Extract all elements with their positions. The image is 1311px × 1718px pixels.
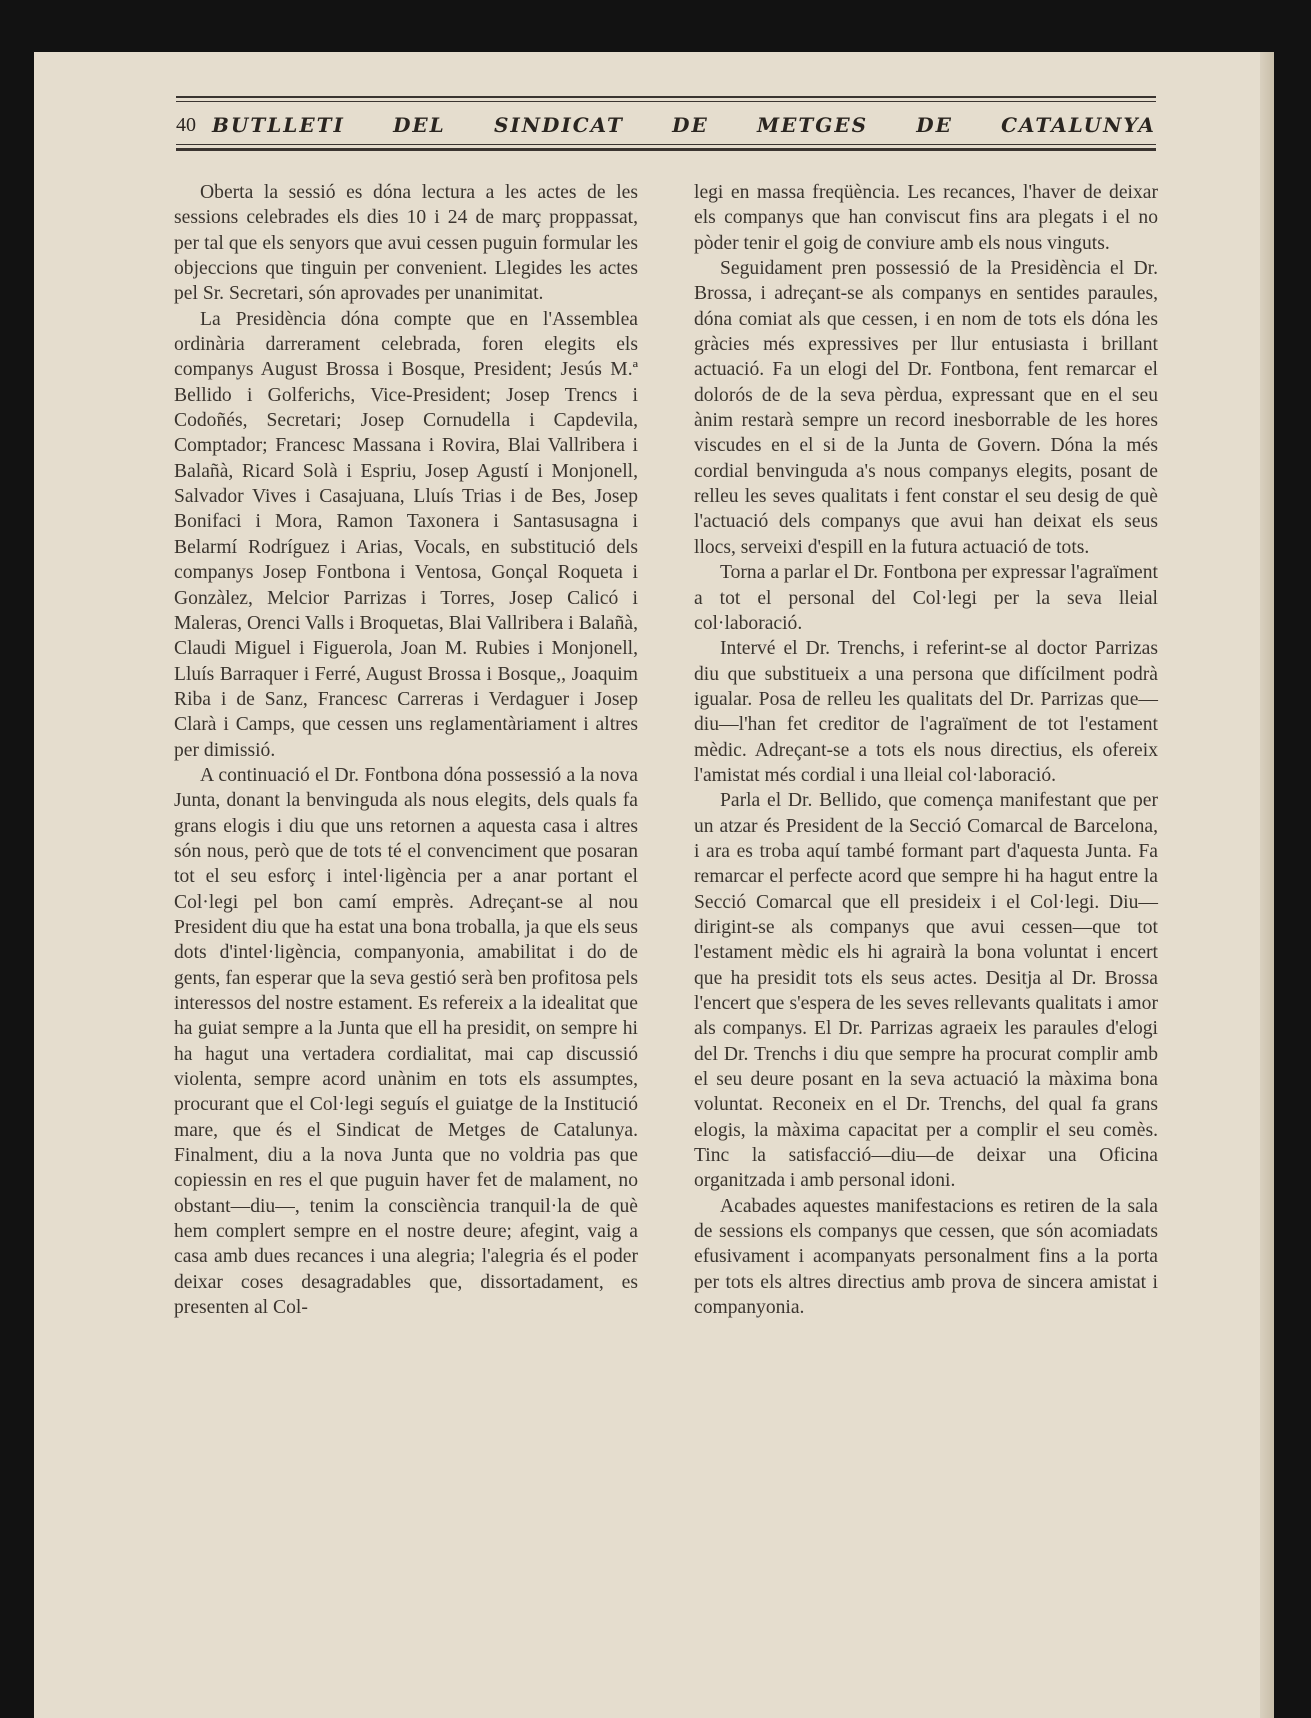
- right-column: [694, 180, 1158, 1320]
- paragraph: A continuació el Dr. Fontbona dóna possessió a la nova Junta, donant la benvinguda als nous elegits, dels quals fa grans elogis i diu que uns retornen a aquesta casa i altres són nous, però que de tots té el convenciment que posaran tot el seu esforç i intel·ligència per a anar portant el Col·legi pel bon camí emprès. Adreçant-se al nou President diu que ha estat una bona troballa, ja que els seus dots d'intel·ligència, companyonia, amabilitat i do de gents, fan esperar que la seva gestió serà ben profitosa pels interessos del nostre estament. Es refereix a la idealitat que ha guiat sempre a la Junta que ell ha presidit, on sempre hi ha hagut una vertadera cordialitat, mai cap discussió violenta, sempre acord unànim en tots els assumptes, procurant que el Col·legi seguís el guiatge de la Institució mare, que és el Sindicat de Metges de Catalunya. Finalment, diu a la nova Junta que no voldria pas que copiessin en res el que puguin haver fet de malament, no obstant—diu—, tenim la consciència tranquil·la de què hem complert sempre en el nostre deure; afegint, vaig a casa amb dues recances i una alegria; l'alegria és el poder deixar coses desagradables que, dissortadament, es presenten al Col-: [174, 764, 638, 1319]
- paragraph: Acabades aquestes manifestacions es retiren de la sala de sessions els companys que cessen, que són acomiadats efusivament i acompanyats personalment fins a la porta per tots els altres directius amb prova de sincera amistat i companyonia.: [694, 1195, 1158, 1319]
- header-top-rule: [176, 96, 1156, 98]
- running-title-word: DE: [916, 113, 953, 137]
- paragraph: Oberta la sessió es dóna lectura a les actes de les sessions celebrades els dies 10 i 24 de març proppassat, per tal que els senyors que avui cessen puguin formular les objeccions que tinguin per convenient. Llegides les actes pel Sr. Secretari, són aprovades per unanimitat.: [174, 182, 638, 305]
- paragraph: Torna a parlar el Dr. Fontbona per expressar l'agraïment a tot el personal del Col·legi per la seva lleial col·laboració.: [694, 562, 1158, 634]
- paragraph-continuation: legi en massa freqüència. Les recances, l'haver de deixar els companys que han conviscut fins ara plegats i el no pòder tenir el goig de conviure amb els nous vinguts.: [694, 182, 1158, 254]
- header-top-rule-thin: [176, 101, 1156, 102]
- paragraph: Intervé el Dr. Trenchs, i referint-se al doctor Parrizas diu que substitueix a una persona que difícilment podrà igualar. Posa de relleu les qualitats del Dr. Parrizas que—diu—l'han fet creditor de l'agraïment de tot l'estament mèdic. Adreçant-se a tots els nous directius, els ofereix l'amistat més cordial i una lleial col·laboració.: [694, 638, 1158, 786]
- running-title-word: BUTLLETI: [212, 113, 345, 137]
- header-bottom-rule: [176, 148, 1156, 151]
- header-bottom-rule-thin: [176, 144, 1156, 145]
- left-column: [174, 180, 638, 1320]
- page-spine-shadow: [1260, 52, 1274, 1718]
- running-title-word: CATALUNYA: [1001, 113, 1156, 137]
- running-title-word: DE: [672, 113, 709, 137]
- page-number: 40: [176, 113, 196, 136]
- paragraph: Parla el Dr. Bellido, que comença manifestant que per un atzar és President de la Secció Comarcal de Barcelona, i ara es troba aquí també formant part d'aquesta Junta. Fa remarcar el perfecte acord que sempre hi ha hagut entre la Secció Comarcal que ell presideix i el Col·legi. Diu—dirigint-se als companys que avui cessen—que tot l'estament mèdic els hi agrairà la bona voluntat i encert que ha presidit tots els seus actes. Desitja al Dr. Brossa l'encert que s'espera de les seves rellevants qualitats i amor als companys. El Dr. Parrizas agraeix les paraules d'elogi del Dr. Trenchs i diu que sempre ha procurat complir amb el seu deure posant en la seva actuació la màxima bona voluntat. Reconeix en el Dr. Trenchs, del qual fa grans elogis, la màxima capacitat per a complir el seu comès. Tinc la satisfacció—diu—de deixar una Oficina organitzada i amb personal idoni.: [694, 790, 1158, 1192]
- running-title-word: SINDICAT: [493, 113, 624, 137]
- running-title-word: METGES: [756, 113, 869, 137]
- paragraph: Seguidament pren possessió de la Presidència el Dr. Brossa, i adreçant-se als companys en sentides paraules, dóna comiat als que cessen, i en nom de tots els dóna les gràcies més expressives per llur entusiasta i brillant actuació. Fa un elogi del Dr. Fontbona, fent remarcar el dolorós de de la seva pèrdua, expressant que en el seu ànim restarà sempre un record inesborrable de les hores viscudes en el si de la Junta de Govern. Dóna la més cordial benvinguda a's nous companys elegits, posant de relleu les seves qualitats i fent constar el seu desig de què l'actuació dels companys que avui han deixat els seus llocs, serveixi d'espill en la futura actuació de tots.: [694, 258, 1158, 558]
- header-line: [176, 110, 1156, 140]
- paragraph: La Presidència dóna compte que en l'Assemblea ordinària darrerament celebrada, foren elegits els companys August Brossa i Bosque, President; Jesús M.ª Bellido i Golferichs, Vice-President; Josep Trencs i Codoñés, Secretari; Josep Cornudella i Capdevila, Comptador; Francesc Massana i Rovira, Blai Vallribera i Balañà, Ricard Solà i Espriu, Josep Agustí i Monjonell, Salvador Vives i Casajuana, Lluís Trias i de Bes, Josep Bonifaci i Mora, Ramon Taxonera i Santasusagna i Belarmí Rodríguez i Arias, Vocals, en substitució dels companys Josep Fontbona i Ventosa, Gonçal Roqueta i Gonzàlez, Melcior Parrizas i Torres, Josep Calicó i Maleras, Orenci Valls i Broquetas, Blai Vallribera i Balañà, Claudi Miguel i Figuerola, Joan M. Rubies i Monjonell, Lluís Barraquer i Ferré, August Brossa i Bosque,, Joaquim Riba i de Sanz, Francesc Carreras i Verdaguer i Josep Clarà i Camps, que cessen uns reglamentàriament i altres per dimissió.: [174, 308, 638, 761]
- running-title: [212, 113, 1156, 137]
- running-title-word: DEL: [393, 113, 446, 137]
